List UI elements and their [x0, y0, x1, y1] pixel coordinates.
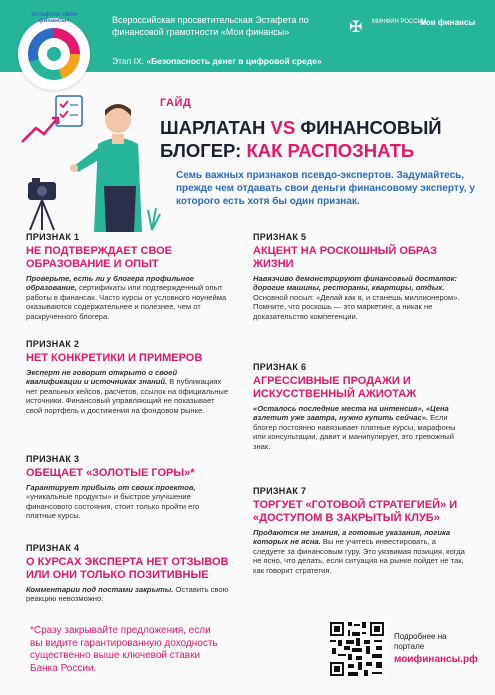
stage-name: «Безопасность денег в цифровой среде» — [146, 56, 322, 66]
sign-label: ПРИЗНАК 2 — [26, 339, 80, 349]
title-part3: БЛОГЕР: — [160, 140, 242, 161]
more-info-label: Подробнее на портале — [394, 632, 447, 651]
portal-link[interactable]: моифинансы.рф — [394, 654, 478, 665]
sign-label: ПРИЗНАК 4 — [26, 543, 80, 553]
sign-emphasis: Навязчиво демонстрируют финансовый достаток: дорогие машины, рестораны, квартиры, отдых. — [253, 274, 458, 293]
title-part4: КАК РАСПОЗНАТЬ — [246, 140, 415, 161]
ministry-label: МИНФИН РОССИИ — [372, 19, 427, 25]
sign-label: ПРИЗНАК 1 — [26, 232, 80, 242]
sign-label: ПРИЗНАК 5 — [253, 232, 307, 242]
sign-4 — [26, 543, 231, 604]
sign-emphasis: Комментарии под постами закрыты. — [26, 585, 174, 594]
subtitle: Семь важных признаков псевдо-экспертов. Задумайтесь, прежде чем отдавать свои деньги финансовому эксперту, у которого есть хотя бы один признак. — [176, 170, 475, 207]
sign-text — [253, 274, 468, 321]
guide-label: ГАЙД — [160, 97, 192, 109]
sign-title: ОБЕЩАЕТ «ЗОЛОТЫЕ ГОРЫ»* — [26, 467, 195, 479]
sign-title: НЕТ КОНКРЕТИКИ И ПРИМЕРОВ — [26, 352, 203, 364]
sign-title: О КУРСАХ ЭКСПЕРТА НЕТ ОТЗЫВОВ ИЛИ ОНИ ТОЛЬКО ПОЗИТИВНЫЕ — [26, 556, 229, 581]
sign-label: ПРИЗНАК 6 — [253, 362, 307, 372]
sign-body: Вы не учитесь инвестировать, а следуете за финансовым гуру. Это уязвимая позиция, когда не ясно, что делать, если ситуация на рынке пойдет не так, как говорит стратегия. — [253, 537, 465, 575]
sign-text — [26, 368, 231, 415]
sign-label: ПРИЗНАК 7 — [253, 486, 307, 496]
page-title — [160, 116, 460, 162]
sign-label: ПРИЗНАК 3 — [26, 454, 80, 464]
sign-body: сертификаты или подтвержденный опыт работы в финансах. Часто курсы от условного ноунейма оказываются содержательнее и полезнее, чем от раскрученного блогера. — [26, 283, 227, 321]
sign-text — [26, 483, 231, 521]
sign-title: АГРЕССИВНЫЕ ПРОДАЖИ И ИСКУССТВЕННЫЙ АЖИОТАЖ — [253, 375, 417, 400]
sign-body: «уникальные продукты» и быстрое улучшение финансового состояния, стоит только пройти его платные курсы. — [26, 492, 200, 521]
sign-emphasis: Проверьте, есть ли у блогера профильное образование, — [26, 274, 195, 293]
relay-logo-text: Эстафета «Мои финансы» — [31, 12, 77, 24]
sign-text — [26, 585, 231, 604]
sign-title: НЕ ПОДТВЕРЖДАЕТ СВОЕ ОБРАЗОВАНИЕ И ОПЫТ — [26, 245, 173, 270]
sign-3 — [26, 454, 231, 521]
sign-body: Оставить свою реакцию невозможно. — [26, 585, 229, 604]
plant-icon — [148, 208, 160, 230]
sign-text — [26, 274, 231, 321]
sign-emphasis: «Осталось последние места на интенсив», «Цена взлетит уже завтра, нужно купить сейчас». — [253, 404, 449, 423]
sign-emphasis: Продаются не знания, а готовые указания, логика которых не ясна. — [253, 528, 451, 547]
sign-1 — [26, 232, 231, 321]
sign-emphasis: Эксперт не говорит открыто о своей квалификации и источниках знаний. — [26, 368, 178, 387]
sign-title: ТОРГУЕТ «ГОТОВОЙ СТРАТЕГИЕЙ» И «ДОСТУПОМ В ЗАКРЫТЫЙ КЛУБ» — [253, 499, 458, 524]
sign-5 — [253, 232, 468, 321]
title-part1: ШАРЛАТАН — [160, 117, 266, 138]
brand-logo: мои финансы — [420, 18, 476, 27]
presenter-illustration — [14, 82, 164, 232]
sign-text — [253, 528, 468, 575]
sign-6 — [253, 362, 468, 451]
sign-body: Если блогер постоянно навязывает платные курсы, марафоны или консультации, давит и манипулирует, это тревожный знак. — [253, 413, 456, 451]
header-stage — [112, 56, 322, 66]
sign-text — [253, 404, 468, 451]
sign-2 — [26, 339, 231, 415]
sign-emphasis: Гарантирует прибыль от своих проектов, — [26, 483, 196, 492]
relay-logo — [18, 12, 90, 90]
title-part2: ФИНАНСОВЫЙ — [300, 117, 442, 138]
sign-title: АКЦЕНТ НА РОСКОШНЫЙ ОБРАЗ ЖИЗНИ — [253, 245, 438, 270]
eagle-emblem-icon: ✠ — [349, 19, 363, 36]
title-vs: VS — [270, 117, 296, 138]
sign-body: В публикациях нет реальных кейсов, расчетов, ссылок на официальные источники. Финансовый управляющий не показывает свой портфель и достижения на фондовом рынке. — [26, 377, 229, 415]
checklist-icon — [56, 96, 82, 126]
qr-code-icon[interactable] — [328, 620, 386, 678]
growth-arrow-icon — [22, 120, 56, 142]
sign-body: Основной посыл: «Делай как я, и станешь миллионером». Помните, что роскошь — это маркетинг, а никак не доказательство компетенции. — [253, 292, 460, 321]
sign-7 — [253, 486, 468, 575]
footnote: *Сразу закрывайте предложения, если вы видите гарантированную доходность существенно выше ключевой ставки Банка России. — [30, 625, 218, 674]
header-title: Всероссийская просветительская Эстафета по финансовой грамотности «Мои финансы» — [112, 15, 309, 37]
stage-prefix: Этап IX: — [112, 56, 144, 66]
